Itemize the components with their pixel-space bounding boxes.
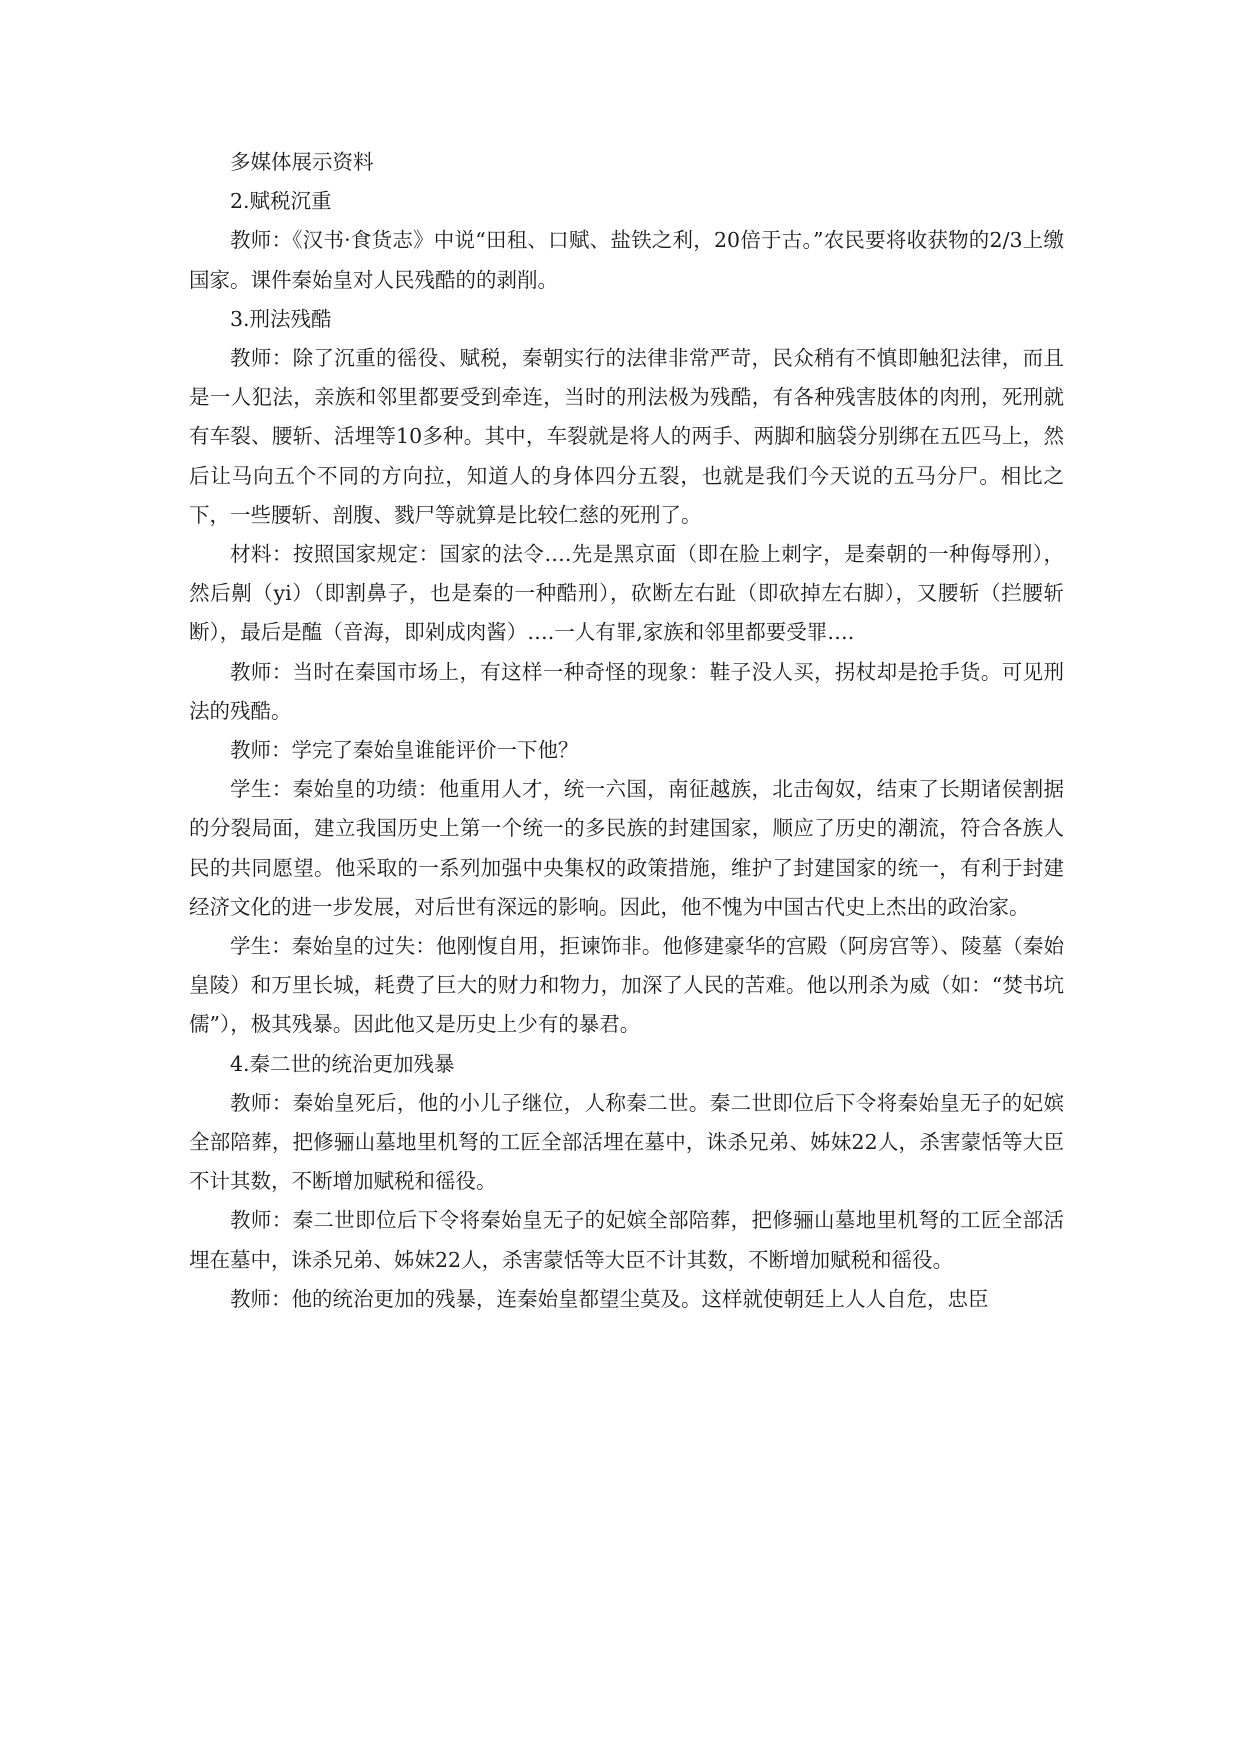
paragraph-teacher-market: 教师：当时在秦国市场上，有这样一种奇怪的现象：鞋子没人买，拐杖却是抢手货。可见刑法的残酷。 bbox=[189, 659, 1064, 723]
paragraph-material: 材料：按照国家规定：国家的法令….先是黑京面（即在脸上刺字，是秦朝的一种侮辱刑），然后劓（yi）（即割鼻子，也是秦的一种酷刑），砍断左右趾（即砍掉左右脚），又腰斩（拦腰斩断），最后是醢（音海，即剁成肉酱）….一人有罪,家族和邻里都要受罪…. bbox=[189, 542, 1064, 645]
document-body bbox=[189, 143, 1064, 1319]
paragraph-teacher-tyranny: 教师：他的统治更加的残暴，连秦始皇都望尘莫及。这样就使朝廷上人人自危，忠臣 bbox=[230, 1286, 989, 1311]
paragraph-teacher-second-emperor: 教师：秦始皇死后，他的小儿子继位，人称秦二世。秦二世即位后下令将秦始皇无子的妃嫔全部陪葬，把修骊山墓地里机弩的工匠全部活埋在墓中，诛杀兄弟、姊妹22人，杀害蒙恬等大臣不计其数，不断增加赋税和徭役。 bbox=[189, 1090, 1064, 1194]
paragraph-student-merits: 学生：秦始皇的功绩：他重用人才，统一六国，南征越族，北击匈奴，结束了长期诸侯割据的分裂局面，建立我国历史上第一个统一的多民族的封建国家，顺应了历史的潮流，符合各族人民的共同愿望。他采取的一系列加强中央集权的政策措施，维护了封建国家的统一，有利于封建经济文化的进一步发展，对后世有深远的影响。因此，他不愧为中国古代史上杰出的政治家。 bbox=[189, 777, 1064, 919]
section-heading-punishment: 3.刑法残酷 bbox=[230, 306, 332, 331]
paragraph-teacher-punishment: 教师：除了沉重的徭役、赋税，秦朝实行的法律非常严苛，民众稍有不慎即触犯法律，而且是一人犯法，亲族和邻里都要受到牵连，当时的刑法极为残酷，有各种残害肢体的肉刑，死刑就有车裂、腰斩、活埋等10多种。其中，车裂就是将人的两手、两脚和脑袋分别绑在五匹马上，然后让马向五个不同的方向拉，知道人的身体四分五裂，也就是我们今天说的五马分尸。相比之下，一些腰斩、剖腹、戮尸等就算是比较仁慈的死刑了。 bbox=[189, 346, 1064, 527]
paragraph-teacher-second-emperor-repeat: 教师：秦二世即位后下令将秦始皇无子的妃嫔全部陪葬，把修骊山墓地里机弩的工匠全部活埋在墓中，诛杀兄弟、姊妹22人，杀害蒙恬等大臣不计其数，不断增加赋税和徭役。 bbox=[189, 1208, 1064, 1272]
paragraph-teacher-taxes: 教师：《汉书·食货志》中说“田租、口赋、盐铁之利，20倍于古。”农民要将收获物的2/3上缴国家。课件秦始皇对人民残酷的的剥削。 bbox=[189, 228, 1064, 292]
paragraph-teacher-question: 教师：学完了秦始皇谁能评价一下他？ bbox=[230, 738, 579, 763]
paragraph-student-faults: 学生：秦始皇的过失：他刚愎自用，拒谏饰非。他修建豪华的宫殿（阿房宫等）、陵墓（秦始皇陵）和万里长城，耗费了巨大的财力和物力，加深了人民的苦难。他以刑杀为威（如：“焚书坑儒”），极其残暴。因此他又是历史上少有的暴君。 bbox=[189, 934, 1064, 1037]
section-heading-taxes: 2.赋税沉重 bbox=[230, 189, 332, 214]
section-heading-second-emperor: 4.秦二世的统治更加残暴 bbox=[230, 1051, 455, 1076]
paragraph-heading-multimedia: 多媒体展示资料 bbox=[230, 150, 374, 174]
